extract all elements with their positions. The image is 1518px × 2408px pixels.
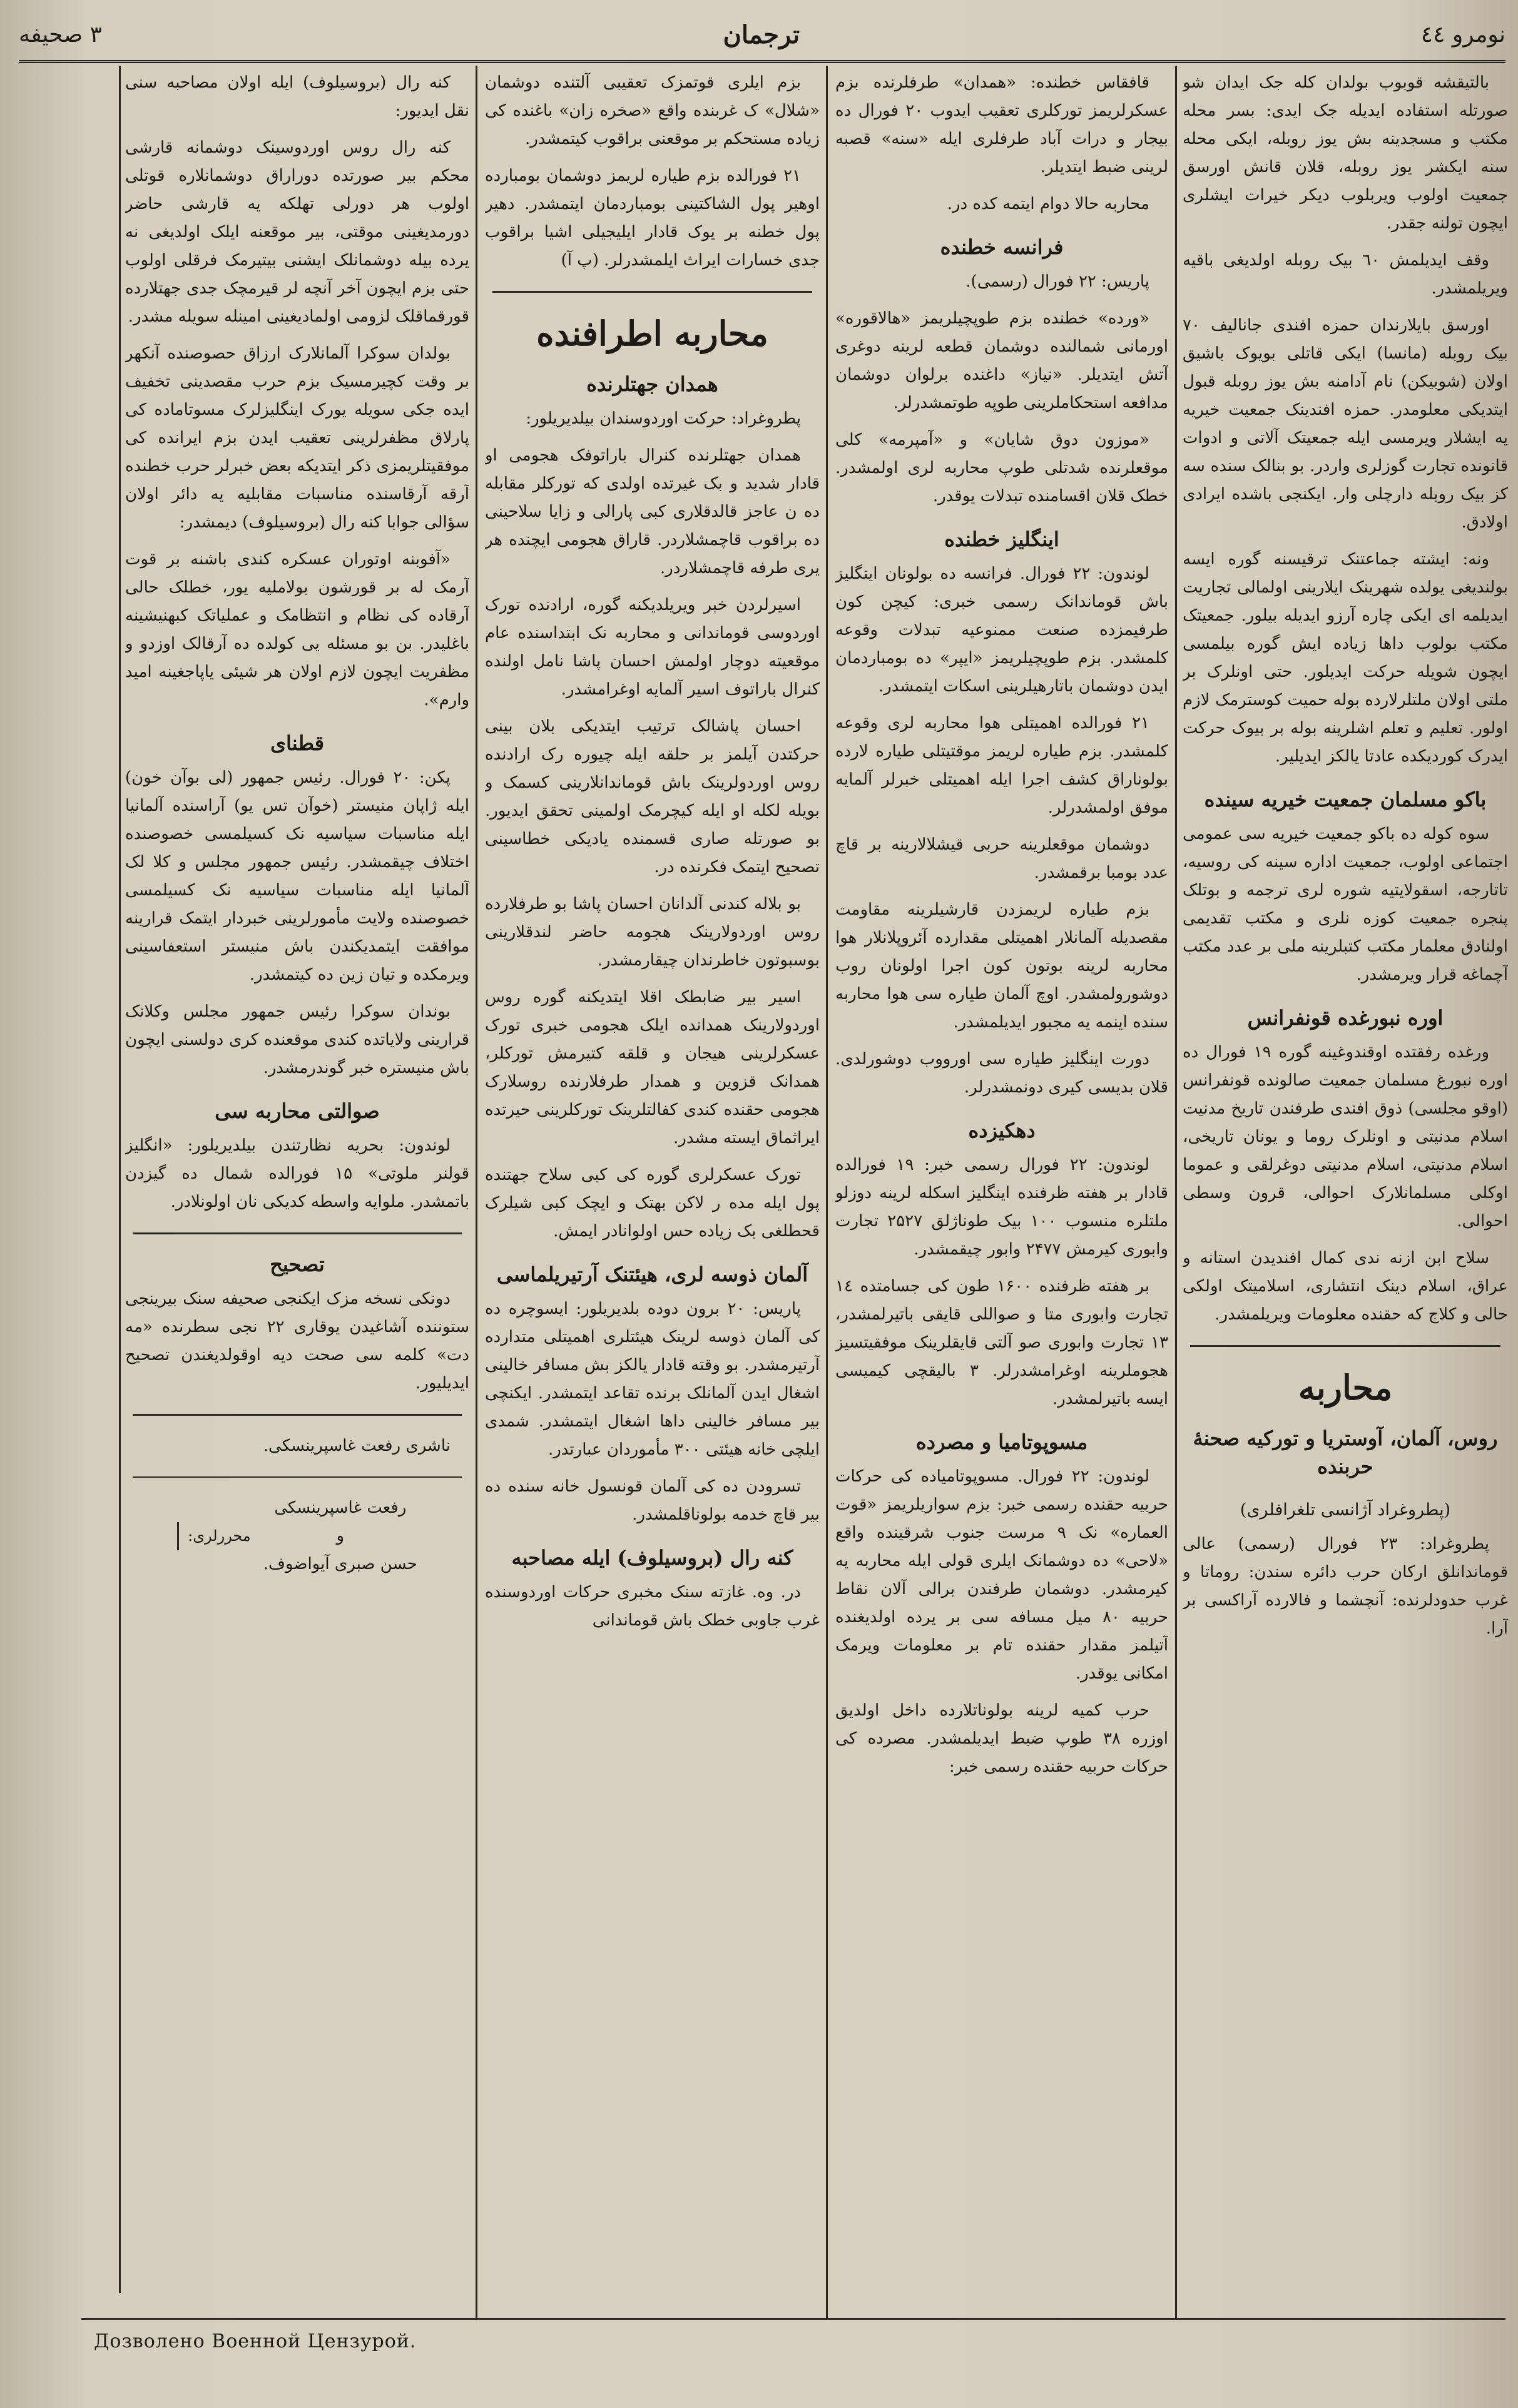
page-header [19,13,1505,56]
column-divider [119,66,121,2293]
article-paragraph: بولدان سوکرا آلمانلارک ارزاق حصوصنده آنکهر بر وقت کچیرمسیک بزم حرب مقصدینی تخفیف ایده جکی سویله یورک اینگلیزلرک مسوتاماده کی پارلاق مظفرلرینی تعقیب ایدن بزم ایرانده کی موفقیتلریمزی ذکر ایتدیکه بعض خبرلر حرب خطنده آرقه آرقاسنده مناسبات مقابلیه یه دائر اولان سؤالی جوابا کنه رال (بروسیلوف) دیمشدر: [125,344,469,532]
article-paragraph: محاربه حالا دوام ایتمه کده در. [947,195,1149,213]
article-paragraph: ناشری رفعت غاسپرینسکی. [263,1436,451,1455]
article-paragraph: اسیر بیر ضابطک اقلا ایتدیکنه گوره روس اوردولارینک همدانده ایلک هجومی خبری تورک عسکرلرینی هیجان و قلقه کتیرمش تورکلر، همدانک قزوین و همدار طرفلارنده روسلارک هجومی حقنده کندی کفالتلرینک تورکلرینی حیرتده ایراثماق ایسته مشدر. [485,988,820,1147]
editor-name: و [336,1527,345,1545]
article-paragraph: سوه کوله ده باکو جمعیت خیریه سی عمومی اجتماعی اولوب، جمعیت اداره سینه کی روسیه، تاتارجه، اسقولایتیه شوره لری ترجمه و بوتلک پنجره جمعیت کوزه نلری و مکتب تقدیمی اولنادق معلمار مکتب کتبلرینه ملی بر عدد مکتب آچماغه قرار ویرمشدر. [1183,825,1508,984]
section-rule [133,1476,462,1478]
article-paragraph: اسیرلردن خبر ویریلدیکنه گوره، ارادنده تورک اوردوسی قوماندانی و محاربه نک ابتداسنده عام موقعیته دوچار اولمش احسان پاشا نامل اولنده کنرال باراتوف اسیر آلمایه اوغرامشدر. [485,596,820,699]
article-heading: صوالتی محاربه سی [215,1099,380,1123]
article-paragraph: کنه رال (بروسیلوف) ایله اولان مصاحبه سنی نقل ایدیور: [125,73,469,120]
article-paragraph: پطروغراد: حرکت اوردوسندان بیلدیریلور: [526,409,801,428]
article-paragraph: پاریس: ۲۰ برون دوده بلدیریلور: ایسوچره ده کی آلمان ذوسه لرینک هیئتلری اهمیتلی متدارده آرتیرمشدر. بو وقته قادار یالکز بش مسافر خالینی اشغال ایدن آلمانلک برنده تقاعد ایتمشدر. ایکنچی بیر مسافر خالینی داها اشغال ایتمشدر. شمدی ایلچی خانه هیئتی ۳۰۰ مأموردان عبارتدر. [485,1299,820,1459]
article-heading: مسوپوتامیا و مصرده [915,1430,1088,1454]
article-heading: اوره نبورغده قونفرانس [1247,1006,1444,1030]
article-paragraph: سلاح ابن ازنه ندی کمال افندیدن استانه و عراق، اسلام دینک انتشاری، اسلامیتک اولکی حالی و کلاج که حقنده معلومات ویریلمشدر. [1183,1249,1508,1324]
article-paragraph: بالتیقشه قوبوب بولدان کله جک ایدان شو صورتله استفاده ایدیله جک ایدی: بسر محله مکتب و مسجدینه بش یوز روبله، ایکی محله سنه ایکشر یوز روبله، قلان قانش اورسق جمعیت اولوب ویربلوب دیکر خیرات ایشلری ایچون تولنه جقدر. [1183,73,1508,233]
article-paragraph: «آفوبنه اوتوران عسکره کندی باشنه بر قوت آرمک له بر قورشون بولاملیه یور، خطلک حالی آرقاده کی نظام و انتظامک و عملیاتک کبهنیشینه باغلیدر. بن بو مسئله یی کولده ده آرقالک اوزدو و مظفریت ایچون لازم اولان هر شیئی یاپاجغینه امید وارم». [125,550,469,709]
article-paragraph: لوندون: ۲۲ فورال. مسوپوتامیاده کی حرکات حربیه حقنده رسمی خبر: بزم سواریلریمز «قوت العماره» نک ۹ مرست جنوب شرقینده واقع «لاحی» ده دوشمانک ایلری قولی ایله محاربه یه کیرمشدر. دوشمان طرفندن برالی آلان نقاط حربیه ۸۰ میل مسافه سی بر یرده اولدیغنده آتیلمز مقدار حقنده تام بر معلومات ویرمک امکانی یوقدر. [835,1467,1168,1683]
article-paragraph: بزم ایلری قوتمزک تعقیبی آلتنده دوشمان «شلال» ک غربنده واقع «صخره زان» باغنده کی زیاده مستحکم بر موقعنی براقوب کیتمشدر. [485,73,820,148]
article-paragraph: دوشمان موقعلرینه حربی قیشلالارینه بر قاچ عدد بومبا برقمشدر. [835,835,1168,882]
section-rule [133,1232,462,1234]
issue-number: نومرو ٤٤ [1420,21,1505,48]
page-number: ۳ صحیفه [19,21,102,48]
article-paragraph: پطروغراد: ۲۳ فورال (رسمی) عالی قوماندانلق ارکان حرب دائره سندن: روماتا و غرب حدودلرنده: آنچشما و فالارده آراکسی بر آرا. [1183,1535,1508,1638]
article-paragraph: ۲۱ فورالده بزم طیاره لریمز دوشمان بومبارده اوهیر پول الشاکتینی بومباردمان ایتمشدر. دهیر پول خطنه بر یوک قادار ایلیجیلی اشیا براقوب جدی خسارات ایراث ایلمشدرلر. (پ آ) [485,166,820,270]
article-heading: تصحیح [270,1252,325,1276]
masthead-title: ترجمان [723,19,800,49]
header-rule [19,60,1505,63]
editor-name: رفعت غاسپرینسکی [274,1498,407,1517]
article-heading: دهکیزده [968,1119,1036,1142]
article-paragraph: «موزون دوق شایان» و «آمپرمه» کلی موقعلرنده شدتلی طوپ محاربه لری اولمشدر. خطک قلان اقسامنده تبدلات یوقدر. [835,430,1168,505]
editors-names [263,1494,417,1578]
column-divider [826,66,828,2318]
article-paragraph: کنه رال روس اوردوسینک دوشمانه قارشی محکم بیر صورتده دوراراق دوشمانلاره قوتلی اولوب هر دورلی تهلکه یه قارشی حاضر دورمدیغینی موقتی، بیر موقعنه ایلک اولدیغی نه یرده بیله دوشمانلک ایشنی بیتیرمک فرقلی اولوب حتی بزم ایچون آخر آنچه لر قیرمچک جدی جهتلارده قورقماقلک لزومی اولمادیغینی امینله سویله مشدر. [125,138,469,326]
article-paragraph: لوندون: ۲۲ فورال. فرانسه ده بولونان اینگلیز باش قوماندانک رسمی خبری: کیچن کون طرفیمزده صنعت ممنوعیه تبدلات وقوعه کلمشدر. بزم طوپچیلریمز «ایپر» ده بومباردمان ایدن دوشمان باتارهیلرینی اسکات ایتمشدر. [835,564,1168,696]
column-3 [485,69,820,2302]
editor-name: حسن صبری آیواضوف. [263,1555,417,1573]
section-title: محاربه [1298,1368,1393,1408]
article-paragraph: تورک عسکرلری گوره کی کبی سلاح جهتنده پول ایله مده ر لاکن بهتک و ایچک کبی شیلرک قحطلغی بک زیاده حس اولوانادر ایمش. [485,1166,820,1241]
column-divider [476,66,477,2318]
section-subtitle: (پطروغراد آژانسی تلغرافلری) [1240,1500,1451,1520]
editors-block [125,1494,469,1578]
article-paragraph: اورسق بایلارندان حمزه افندی جانالیف ۷۰ بیک روبله (مانسا) ایکی قاتلی بویوک باشیق اولان (شوبیکن) نام آدامنه بش یوز روبله قبول ایتدیکی معلومدر. حمزه افندینک جمعیت خیریه یه ایشلار ویرمسی ایله جمعیتک آلاتی و ادوات قانونده تجارت گوزلری واردر. بو بنالک سنده سه کز بیک روبله دارچلی وار. ایکنجی باشده ایرادی اولادق. [1183,316,1508,532]
article-paragraph: در. وه. غازته سنک مخبری حرکات اوردوسنده غرب جاوبی خطک باش قوماندانی [485,1583,820,1630]
article-paragraph: ورغده رفقتده اوقندوغینه گوره ۱۹ فورال ده اوره نبورغ مسلمان جمعیت صالونده قونفرانس (اوقو مجلسی) ذوق افندی طرفندن تاریخ مدنیت اسلام مدنیتی و اونلرک روما و یونان تاریخی، اسلام مدنیتی، اسلام مدنیتی دوغرلقی و عموما اوکلی مسلمانلارک احوالی، قرون وسطی احوالی. [1183,1043,1508,1231]
article-paragraph: تسرودن ده کی آلمان قونسول خانه سنده ده بیر قاچ خدمه بولوناقلمشدر. [485,1477,820,1524]
article-paragraph: لوندون: بحریه نظارتندن بیلدیریلور: «انگلیز قولنر ملوتی» ۱۵ فورالده شمال ده گیزدن باتمشدر. ملوایه واسطه کدیکی نان اولونلادر. [125,1136,469,1211]
article-heading: قطنای [270,731,324,755]
article-heading: همدان جهتلرنده [586,372,718,396]
article-paragraph: بوندان سوکرا رئیس جمهور مجلس وکلانک قرارینی ولایاتده کندی موقعنده کری دولسنی ایچون باش منیستره خبر گوندرمشدر. [125,1002,469,1077]
article-paragraph: حرب کمیه لرینه بولوناتلارده داخل اولدیق اوزره ۳۸ طوپ ضبط ایدیلمشدر. مصرده کی حرکات حربیه حقنده رسمی خبر: [835,1701,1168,1776]
article-paragraph: «ورده» خطنده بزم طوپچیلریمز «هالاقوره» اورمانی شمالنده دوشمان قطعه لرینه دوغری آتش ایتدیلر. «نیاز» داغنده برلوان دوشمان مدافعه استحکاملرینی طوپه طوتمشدرلر. [835,309,1168,412]
article-heading: روس، آلمان، آوستریا و تورکیه صحنهٔ حربنده [1193,1426,1498,1478]
article-heading: باکو مسلمان جمعیت خیریه سینده [1204,788,1487,811]
column-4 [125,69,469,2302]
censor-note: Дозволено Военной Цензурой. [94,2330,417,2352]
article-paragraph: ونه: ایشته جماعتنک ترقیسنه گوره ایسه بولندیغی یولده شهرینک ایلارینی اولمالی تجاریت ایدیلمه ای ایکی چاره آرزو ایدیله بیلور. جمعیتک مکتب بولوب داها زیاده ایش گوره بیلمسی ایچون شویله حرکت ایدیلور. حتی اونلرک بر ملتی اولان ملتلرلارده بوله حمیت کوسترمک لازم اولور. تعلیم و تعلم اشلرینه بوله بر بیوک حرکت ایدرک کوردیکده عادتا یالکز ایدیلیر. [1183,550,1508,766]
section-rule [1190,1345,1500,1347]
section-rule [133,1414,462,1416]
article-paragraph: بر هفته ظرفنده ۱۶۰۰ طون کی جسامتده ۱٤ تجارت وابوری متا و صواللی قایقی باتیرلمشدر، ۱۳ تجارت وابوری صو آلتی قایقلرینک موفقیتسیز هجوملرینه اوغرامشدرلر. ۳ بالیقچی کیمیسی ایسه باتیرلمشدر. [835,1277,1168,1408]
column-1 [1183,69,1508,2302]
article-paragraph: وقف ایدیلمش ٦٠ بیک روبله اولدیغی باقیه ویریلمشدر. [1183,251,1508,298]
article-paragraph: پکن: ۲۰ فورال. رئیس جمهور (لی بوآن خون) ایله ژاپان منیستر (خوآن تس یو) آراسنده آلمانیا ایله مناسبات سیاسیه نک کسیلمسی خصوصنده اختلاف چیقمشدر. رئیس جمهور مجلس و کلا لک آلمانیا ایله مناسبات سیاسیه نک کسیلمسی خصوصنده ولایت مأمورلرینی خبردار ایتمک قرارینه موافقت ایتمدیکندن باش منیستر استعفاسینی ویرمکده و تیان زین ده کیتمشدر. [125,768,469,984]
article-paragraph: بزم طیاره لریمزدن قارشیلرینه مقاومت مقصدیله آلمانلار اهمیتلی مقدارده آئروپلانلار هوا محاربه لرینه بوتون کون اجرا اولونان روب دوشورولمشدر. اوچ آلمان طیاره سی هوا محاربه سنده اینمه یه مجبور ایدیلمشدر. [835,900,1168,1032]
footer-rule [81,2318,1505,2320]
article-paragraph: همدان جهتلرنده کنرال باراتوفک هجومی او قادار شدید و بک غیرتده اولدی که تورکلر مقابله ده ن عاجز قالدقلاری کبی پارالی و زایا سلاحینی ده براقوب قاچمشلاردر. قاراق هجومی ایچنده هر یری طرفه قاچمشلاردر. [485,446,820,577]
article-paragraph: دورت اینگلیز طیاره سی اورووب دوشورلدی. قلان بدیسی کیری دونمشدرلر. [835,1050,1168,1097]
article-paragraph: بو بلاله کندنی آلدانان احسان پاشا بو طرفلارده روس اوردولارینک هجومه حاضر لندقلارینی بوسبوتون خاطرندان چیقارمشدر. [485,895,820,970]
article-heading: فرانسه خطنده [940,235,1064,259]
column-divider [1175,66,1177,2318]
article-paragraph: احسان پاشالک ترتیب ایتدیکی بلان بینی حرکتدن آیلمز بر حلقه ایله چیوره رک ارادنده روس اوردولرینک باش قوماندانلارینی کسمک و بویله لکله او ایله کیچرمک اولمینی تحقق ایدیور. بو صورتله صاری قسمنده یادیکی خطاسینی تصحیح ایتمک فکرنده در. [485,717,820,876]
column-2 [835,69,1168,2302]
article-paragraph: قافقاس خطنده: «همدان» طرفلرنده بزم عسکرلریمز تورکلری تعقیب ایدوب ۲۰ فورال ده بیجار و درات آباد طرفلری ایله «سنه» قصبه لرینی ضبط ایتدیلر. [835,73,1168,176]
article-paragraph: پاریس: ۲۲ فورال (رسمی). [965,272,1149,291]
article-heading: کنه رال (بروسیلوف) ایله مصاحبه [511,1546,793,1570]
article-paragraph: دونکی نسخه مزک ایکنجی صحیفه سنک بیرینجی ستوننده آشاغیدن یوقاری ۲۲ نجی سطرنده «مه دت» کلمه سی صحت دیه اوقولدیغندن تصحیح ایدیلیور. [125,1289,469,1393]
article-heading: آلمان ذوسه لری، هیئتنک آرتیریلماسی [496,1262,808,1286]
section-title: محاربه اطرافنده [536,313,768,353]
article-paragraph: ۲۱ فورالده اهمیتلی هوا محاربه لری وقوعه کلمشدر. بزم طیاره لریمز موقتیتلی طیاره لارده بولوناراق کشف اجرا ایله اهمیتلی خبرلر آلمایه موفق اولمشدرلر. [835,714,1168,817]
editors-label: محررلری: [177,1522,251,1550]
section-rule [492,291,812,293]
article-heading: اینگلیز خطنده [944,527,1059,551]
article-paragraph: لوندون: ۲۲ فورال رسمی خبر: ۱۹ فورالده قادار بر هفته ظرفنده اینگلیز اسکله لرینه دوزلو ملتلره منسوب ۱۰۰ بیک طوناژلق ۲۵۲۷ تجارت وابوری کیرمش ۲۴۷۷ وابور چیقمشدر. [835,1156,1168,1259]
